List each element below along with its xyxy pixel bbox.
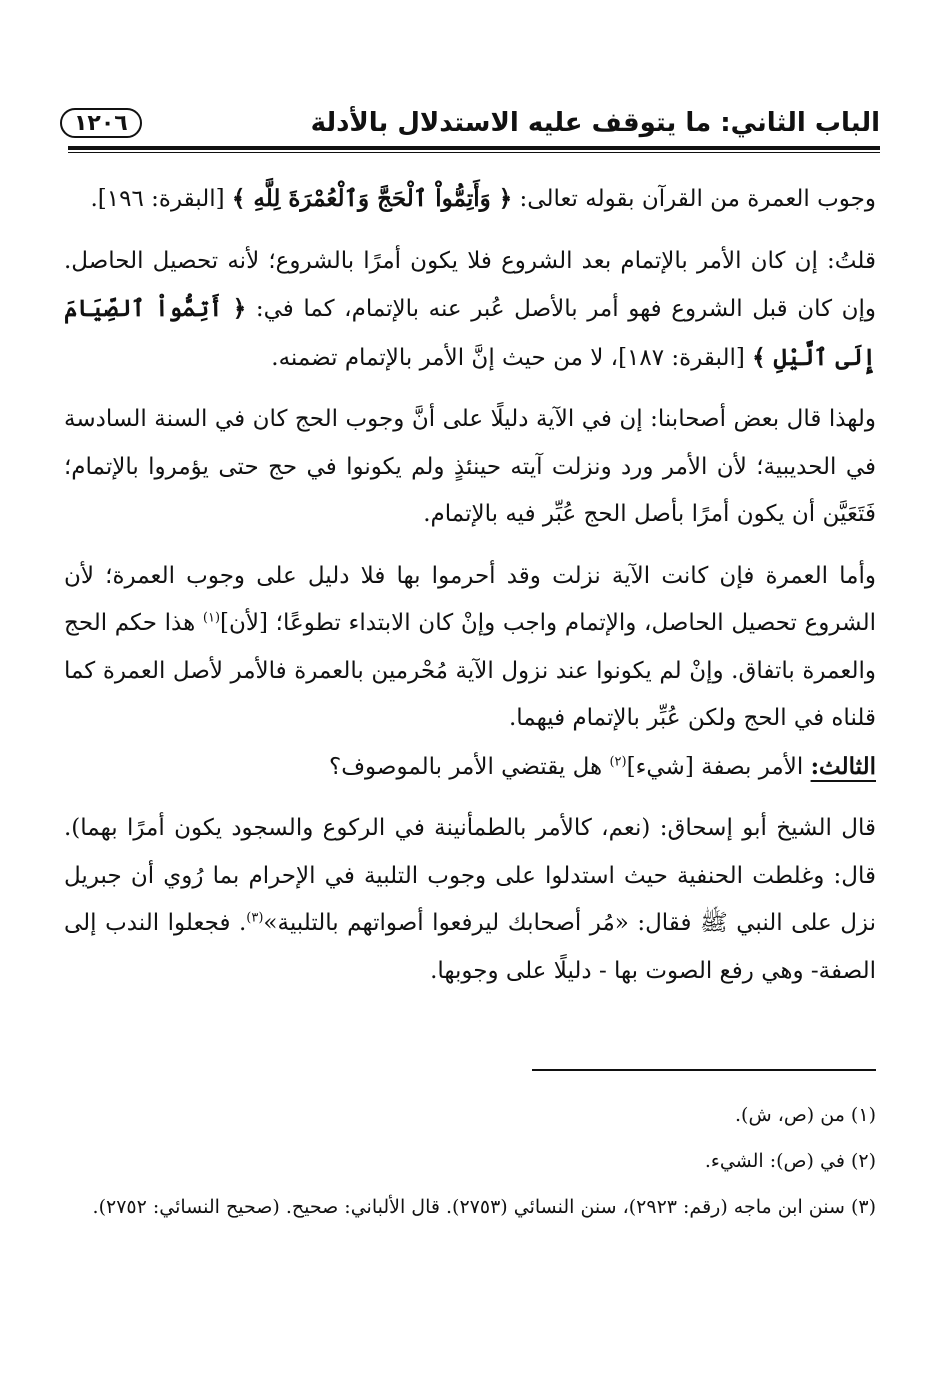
- footnote-1: (١) من (ص، ش).: [735, 1104, 876, 1126]
- paragraph-4: [64, 553, 876, 743]
- quran-verse: ﴿ وَأَتِمُّواْ ٱلْحَجَّ وَٱلْعُمْرَةَ لِلَّهِ ﴾: [231, 185, 513, 212]
- paragraph-text: الأمر بصفة [شيء]: [626, 753, 811, 780]
- footnote-marker: (٢): [609, 753, 627, 769]
- paragraph-2: [64, 238, 876, 383]
- running-header: [60, 100, 880, 146]
- paragraph-text: هذا حكم الحج والعمرة باتفاق. وإنْ لم يكونوا عند نزول الآية مُحْرمين بالعمرة فالأمر لأصل العمرة كما قلناه في الحج ولكن عُبِّر بالإتمام فيهما.: [64, 610, 876, 731]
- paragraph-text: [البقرة: ١٨٧]، لا من حيث إنَّ الأمر بالإتمام تضمنه.: [271, 344, 753, 371]
- main-text: [64, 175, 876, 995]
- verse-reference: [البقرة: ١٩٦].: [90, 186, 232, 212]
- footnotes: [64, 1094, 876, 1232]
- paragraph-text: وجوب العمرة من القرآن بقوله تعالى:: [512, 186, 876, 212]
- paragraph-text: قلتُ: إن كان الأمر بالإتمام بعد الشروع فلا يكون أمرًا بالشروع؛ لأنه تحصيل الحاصل. وإن كان قبل الشروع فهو أمر بالأصل عُبر عنه بالإتمام، كما في:: [64, 247, 877, 322]
- section-label: الثالث:: [810, 752, 876, 780]
- paragraph-5: [64, 743, 876, 792]
- quran-verse: ﴿ أَتِمُّواْ ٱلصِّيَامَ إِلَى ٱلَّيْلِ ﴾: [64, 295, 876, 371]
- header-divider-thin: [68, 152, 880, 153]
- paragraph-3: ولهذا قال بعض أصحابنا: إن في الآية دليلًا على أنَّ وجوب الحج كان في السنة السادسة في الحديبية؛ لأن الأمر ورد ونزلت آيته حينئذٍ ولم يكونوا في حج حتى يؤمروا بالإتمام؛ فَتَعَيَّن أن يكون أمرًا بأصل الحج عُبِّر فيه بالإتمام.: [64, 406, 876, 527]
- footnote-divider: [532, 1069, 876, 1071]
- chapter-title: الباب الثاني: ما يتوقف عليه الاستدلال بالأدلة: [310, 108, 880, 138]
- footnote-2: (٢) في (ص): الشيء.: [704, 1150, 876, 1172]
- footnote-marker: (١): [202, 610, 221, 626]
- paragraph-6: [64, 805, 876, 995]
- paragraph-text: وأما العمرة فإن كانت الآية نزلت وقد أحرموا بها فلا دليل على وجوب العمرة؛ لأن الشروع تحصيل الحاصل، والإتمام واجب وإنْ كان الابتداء تطوعًا؛ [لأن]: [64, 562, 876, 636]
- footnote-3: (٣) سنن ابن ماجه (رقم: ٢٩٢٣)، سنن النسائي (٢٧٥٣). قال الألباني: صحيح. (صحيح النسائي: ٢٧٥٢).: [92, 1196, 876, 1218]
- paragraph-text: . فجعلوا الندب إلى الصفة- وهي رفع الصوت بها - دليلًا على وجوبها.: [64, 910, 876, 984]
- paragraph-1: [64, 175, 876, 224]
- paragraph-text: هل يقتضي الأمر بالموصوف؟: [328, 753, 610, 780]
- header-divider: [68, 146, 880, 150]
- page-number: ١٢٠٦: [60, 108, 142, 138]
- paragraph-text: قال الشيخ أبو إسحاق: (نعم، كالأمر بالطمأنينة في الركوع والسجود يكون أمرًا بهما). قال: وغلطت الحنفية حيث استدلوا على وجوب التلبية في الإحرام بما رُوي أن جبريل نزل على النبي ﷺ فقال: «مُر أصحابك ليرفعوا أصواتهم بالتلبية»: [64, 815, 877, 936]
- footnote-marker: (٣): [246, 910, 264, 926]
